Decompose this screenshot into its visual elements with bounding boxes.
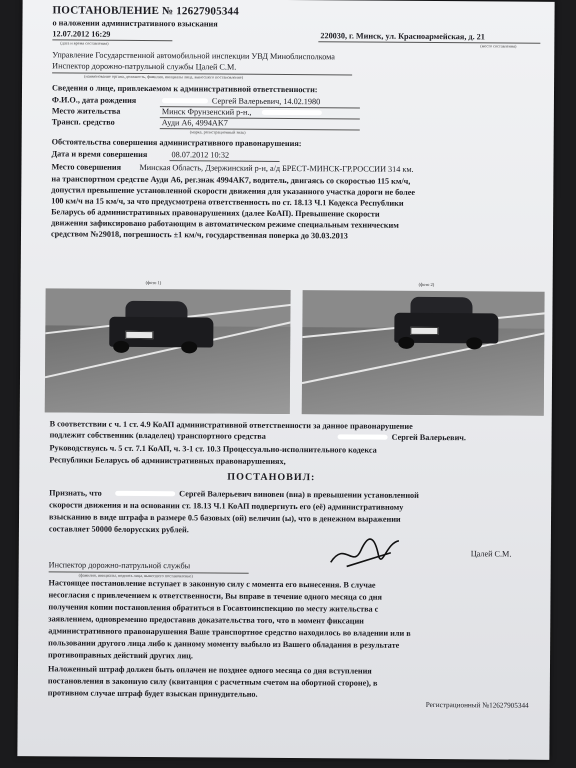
residence-label: Место жительства bbox=[51, 106, 121, 116]
car-icon bbox=[107, 301, 217, 358]
vehicle-note: (марка, регистрационный знак) bbox=[189, 129, 246, 135]
registration-number: Регистрационный №12627905344 bbox=[425, 700, 529, 710]
issue-address: 220030, г. Минск, ул. Красноармейская, д. 21 bbox=[320, 31, 485, 42]
responsibility-line-1: В соответствии с ч. 1 ст. 4.9 КоАП административной ответственности за данное правонарушение bbox=[49, 419, 413, 431]
notice-line-5: административного правонарушения Ваше транспортное средство находилось во владении или в bbox=[48, 626, 411, 638]
document-title: ПОСТАНОВЛЕНИЕ № 12627905344 bbox=[52, 4, 239, 18]
person-heading: Сведения о лице, привлекаемом к административной ответственности: bbox=[51, 83, 318, 95]
notice-line-2: несогласия с привлечением к ответственности, Вы вправе в течение одного месяца со дня bbox=[48, 590, 382, 602]
agency-name: Управление Государственной автомобильной инспекции УВД Миноблисполкома bbox=[52, 50, 335, 62]
document-page bbox=[17, 0, 554, 760]
resolution-line-1a: Признать, что bbox=[49, 488, 102, 498]
officer-note: (наименование органа, должность, фамилия, инициалы лица, вынесшего постановление) bbox=[84, 73, 244, 80]
fio-value: Сергей Валерьевич, 14.02.1980 bbox=[211, 96, 321, 107]
notice-line-7: противоправных действий других лиц. bbox=[48, 650, 193, 661]
camera-photo-1 bbox=[45, 288, 291, 414]
signer-note: (фамилия, инициалы, подпись лица, вынесшего постановление) bbox=[78, 572, 193, 579]
document-subtitle: о наложении административного взыскания bbox=[52, 18, 218, 29]
circumstance-line-3: 100 км/ч на 15 км/ч, за что предусмотрена ответственность по ст. 18.13 Ч.1 Кодекса Республики bbox=[51, 196, 404, 208]
circumstances-heading: Обстоятельства совершения административного правонарушения: bbox=[51, 137, 302, 149]
residence-value: Минск Фрунзенский р-н., bbox=[161, 107, 252, 117]
officer-name: Инспектор дорожно-патрульной службы Цалей С.М. bbox=[52, 61, 237, 72]
circumstance-line-6: средством №29018, погрешность ±1 км/ч, государственная поверка до 30.03.2013 bbox=[50, 229, 348, 241]
notice-line-3: получения копии постановления обратиться в Госавтоинспекцию по месту жительства с bbox=[48, 602, 379, 614]
car-icon bbox=[392, 297, 502, 354]
resolution-heading: ПОСТАНОВИЛ: bbox=[227, 471, 316, 484]
circumstance-line-1: на транспортном средстве Ауди А6, рег.знак 4994АК7, водитель, двигаясь со скоростью 115 км/ч, bbox=[51, 174, 411, 186]
redacted-address bbox=[262, 110, 322, 115]
place-label: Место совершения bbox=[51, 162, 122, 172]
fine-amount: составляет 50000 белорусских рублей. bbox=[48, 524, 189, 535]
responsibility-line-2: подлежит собственник (владелец) транспортного средства bbox=[49, 430, 266, 441]
signer-name: Цалей С.М. bbox=[470, 549, 512, 559]
issue-date-note: (дата и время составления) bbox=[60, 40, 109, 46]
datetime-label: Дата и время совершения bbox=[51, 149, 148, 160]
owner-name: Сергей Валерьевич. bbox=[391, 432, 467, 443]
payment-line-3: противном случае штраф будет взыскан принудительно. bbox=[47, 688, 258, 699]
responsibility-line-3: Руководствуясь ч. 5 ст. 7.1 КоАП, ч. 3-1 ст. 10.3 Процессуально-исполнительного кодекса bbox=[49, 443, 377, 455]
redacted-owner bbox=[338, 434, 388, 439]
responsibility-line-4: Республики Беларусь об административных правонарушениях, bbox=[49, 455, 286, 466]
redacted-surname bbox=[162, 98, 208, 103]
issue-date: 12.07.2012 16:29 bbox=[52, 29, 111, 39]
circumstance-line-5: движения зафиксировано работающим в автоматическом режиме специальным техническим bbox=[51, 218, 399, 230]
notice-line-4: заявлением, одновременно предоставив доказательства того, что в момент фиксации bbox=[48, 614, 364, 626]
notice-line-6: пользовании другого лица либо к данному моменту выбыло из Вашего обладания в результате bbox=[48, 638, 400, 650]
notice-line-1: Настоящее постановление вступает в законную силу с момента его вынесения. В случае bbox=[48, 578, 376, 590]
camera-photo-2 bbox=[302, 290, 545, 416]
datetime-value: 08.07.2012 10:32 bbox=[171, 150, 230, 160]
place-value: Минская Область, Дзержинский р-н, а/д БРЕСТ-МИНСК-ГР.РОССИИ 314 км. bbox=[139, 162, 414, 174]
resolution-line-2: скорости движения и на основании ст. 18.13 Ч.1 КоАП подвергнуть его (её) административному bbox=[49, 500, 404, 512]
photo-2-caption: (фото 2) bbox=[418, 281, 435, 288]
redacted-guilty-name bbox=[115, 491, 175, 496]
signer-position: Инспектор дорожно-патрульной службы bbox=[48, 560, 191, 571]
photo-1-caption: (фото 1) bbox=[145, 280, 162, 286]
issue-address-note: (место составления) bbox=[480, 43, 517, 49]
vehicle-value: Ауди А6, 4994AK7 bbox=[161, 118, 228, 128]
vehicle-label: Трансп. средство bbox=[51, 117, 115, 127]
resolution-line-1b: Сергей Валерьевич виновен (вна) в превышении установленной bbox=[179, 489, 419, 500]
fio-label: Ф.И.О., дата рождения bbox=[51, 95, 137, 105]
signature-icon bbox=[327, 532, 407, 575]
circumstance-line-2: допустил превышение установленной скорости движения для указанного участка дороги не более bbox=[51, 185, 416, 197]
circumstance-line-4: Беларусь об административных правонарушениях (далее КоАП). Превышение скорости bbox=[51, 207, 380, 219]
payment-line-2: постановления в законную силу (квитанция с расчетным счетом на обортной стороне), в bbox=[47, 676, 378, 688]
payment-line-1: Наложенный штраф должен быть оплачен не позднее одного месяца со дня вступления bbox=[47, 664, 372, 676]
resolution-line-3: взысканию в виде штрафа в размере 0.5 базовых (ой) величин (ы), что в денежном выражении bbox=[49, 512, 401, 524]
